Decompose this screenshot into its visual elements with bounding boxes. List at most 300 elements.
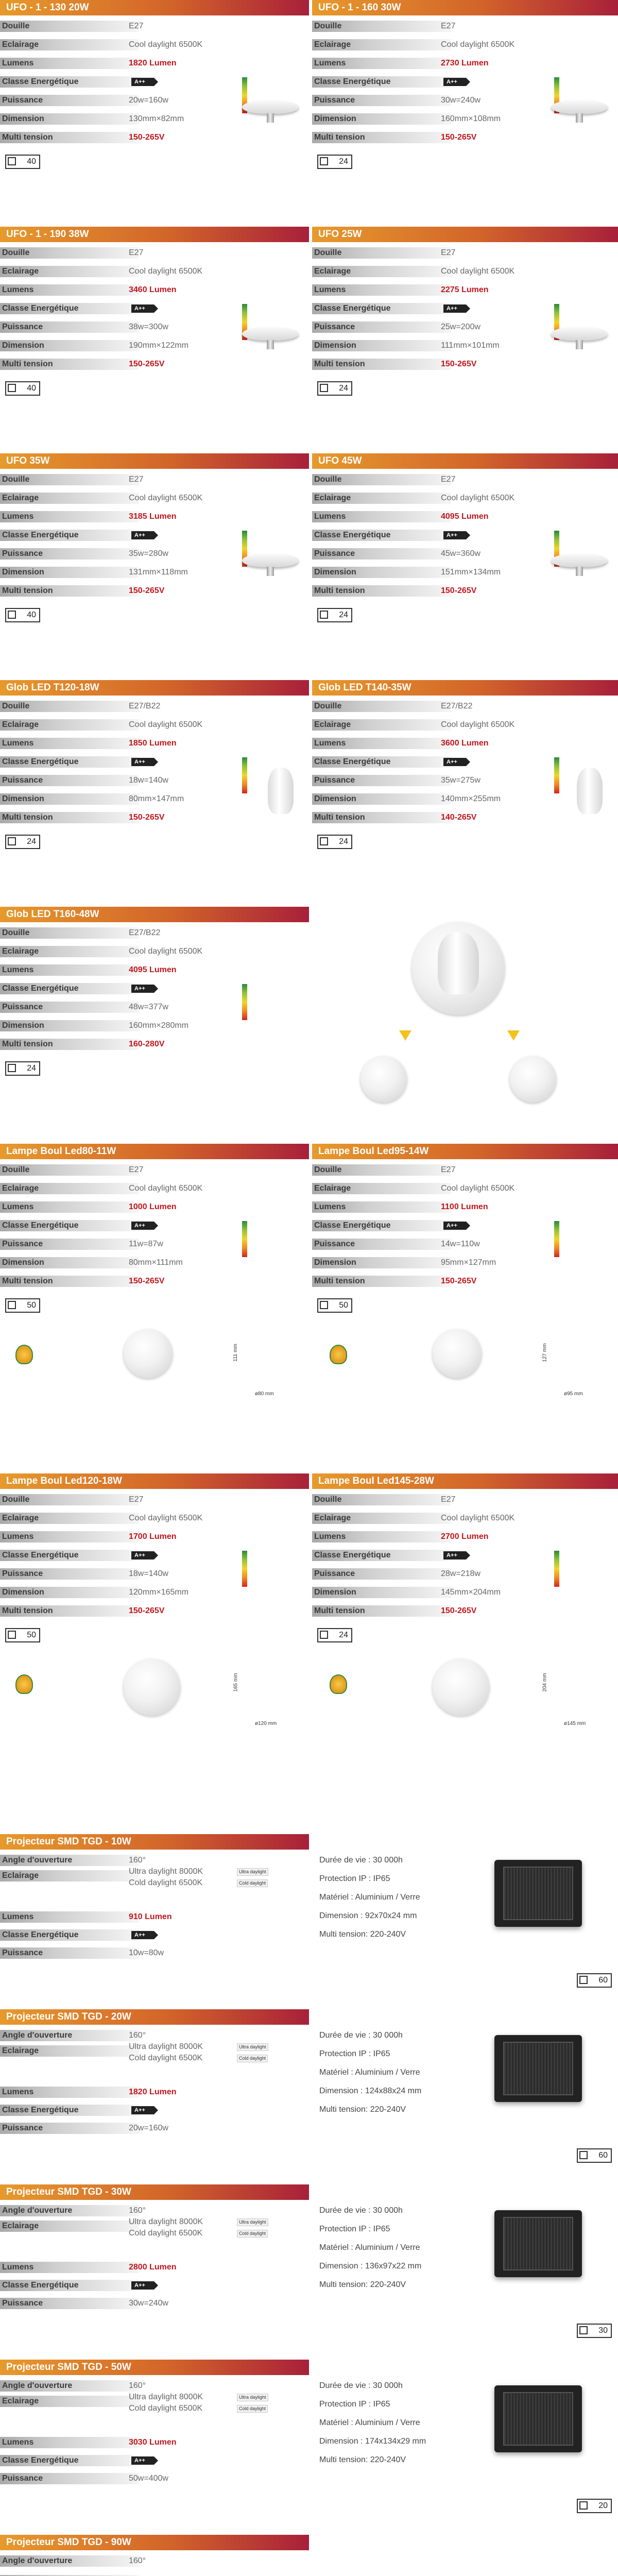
dimension-height: 127 mm: [542, 1343, 548, 1362]
quantity-value: 24: [27, 837, 36, 846]
energy-class-badge: A++: [131, 758, 154, 766]
product-title: Lampe Boul Led80-11W: [0, 1144, 309, 1159]
spec-label-dimension: Dimension: [0, 1257, 139, 1268]
box-icon: [320, 1631, 328, 1639]
spec-label-eclairage: Eclairage: [0, 946, 139, 957]
spec-label-puissance: Puissance: [0, 1947, 139, 1959]
box-icon: [8, 611, 16, 619]
lamp-base: [576, 567, 583, 576]
quantity-box: [577, 2324, 612, 2338]
energy-scale-bar: [242, 1551, 247, 1587]
energy-class-badge: A++: [443, 304, 466, 313]
energy-class-badge: A++: [131, 985, 154, 993]
spec-multi: Multi tension: 220-240V: [319, 1930, 406, 1939]
spec-label-classe: Classe Energétique: [312, 303, 451, 314]
spec-value-puissance: 35w=280w: [129, 549, 168, 558]
energy-scale-bar: [242, 1221, 247, 1257]
spec-multi: Multi tension: 220-240V: [319, 2105, 406, 2114]
energy-class-badge: A++: [131, 78, 154, 86]
spec-label-classe: Classe Energétique: [0, 303, 139, 314]
quantity-value: 30: [598, 2326, 608, 2335]
spec-label-lumens: Lumens: [0, 284, 139, 296]
box-icon: [579, 2501, 588, 2510]
spec-label-puissance: Puissance: [312, 1239, 451, 1250]
spec-value-lumens: 1850 Lumen: [129, 739, 177, 748]
energy-class-badge: A++: [131, 1222, 154, 1230]
product-title: UFO - 1 - 190 38W: [0, 227, 309, 242]
spec-label-multi: Multi tension: [0, 1039, 139, 1050]
spec-dim: Dimension : 174x134x29 mm: [319, 2437, 426, 2446]
yellow-arrow-icon: [507, 1030, 520, 1041]
spec-label-douille: Douille: [0, 247, 139, 259]
spec-label-lumens: Lumens: [312, 284, 451, 296]
spec-label-classe: Classe Energétique: [312, 76, 451, 88]
product-title: Lampe Boul Led95-14W: [312, 1144, 618, 1159]
spec-value-dimension: 95mm×127mm: [441, 1258, 496, 1267]
spec-value-lumens: 3600 Lumen: [441, 739, 489, 748]
spec-label-eclairage: Eclairage: [0, 266, 139, 277]
spec-label-eclairage: Eclairage: [0, 2045, 139, 2057]
box-icon: [579, 2326, 588, 2334]
quantity-box: [317, 155, 352, 169]
spec-label-puissance: Puissance: [0, 1002, 139, 1013]
quantity-box: [5, 381, 40, 396]
spec-label-multi: Multi tension: [0, 359, 139, 370]
spec-label-multi: Multi tension: [0, 812, 139, 823]
spec-value-eclairage: Cool daylight 6500K: [129, 720, 203, 729]
spec-duree: Durée de vie : 30 000h: [319, 2206, 403, 2215]
spec-label-classe: Classe Energétique: [0, 76, 139, 88]
spec-label-multi: Multi tension: [312, 359, 451, 370]
spec-dim: Dimension : 92x70x24 mm: [319, 1911, 417, 1920]
boule-lamp-image: [433, 1659, 489, 1716]
spec-label-puissance: Puissance: [0, 548, 139, 560]
spec-label-dimension: Dimension: [312, 1257, 451, 1268]
quantity-value: 24: [339, 611, 348, 619]
spec-label-lumens: Lumens: [312, 511, 451, 522]
energy-scale-bar: [554, 1551, 559, 1587]
box-icon: [320, 384, 328, 392]
ufo-lamp-image: [551, 100, 608, 114]
spec-label-lumens: Lumens: [0, 1911, 139, 1923]
energy-scale-bar: [554, 757, 559, 793]
product-title: Projecteur SMD TGD - 20W: [0, 2009, 309, 2025]
energy-class-badge: A++: [131, 2281, 154, 2290]
energy-class-badge: A++: [131, 531, 154, 539]
spec-label-eclairage: Eclairage: [0, 1513, 139, 1524]
spec-label-multi: Multi tension: [312, 585, 451, 597]
quantity-box: [577, 2148, 612, 2163]
spec-label-puissance: Puissance: [312, 1568, 451, 1580]
spec-value-multi: 150-265V: [129, 1277, 165, 1285]
spec-value-puissance: 28w=218w: [441, 1569, 480, 1578]
spec-label-multi: Multi tension: [312, 1605, 451, 1617]
spec-value-eclairage: Ultra daylight 8000K: [129, 1867, 203, 1876]
spec-label-puissance: Puissance: [312, 548, 451, 560]
quantity-value: 24: [339, 837, 348, 846]
dimension-width: ø145 mm: [564, 1721, 586, 1726]
spec-label-puissance: Puissance: [0, 1239, 139, 1250]
spec-value-lumens: 2800 Lumen: [129, 2263, 177, 2272]
spec-label-puissance: Puissance: [0, 321, 139, 333]
glob-lamp-small: [510, 1056, 556, 1103]
dimension-width: ø95 mm: [564, 1391, 583, 1397]
colour-tag: Ultra daylight: [237, 2394, 268, 2401]
spec-value-eclairage: Cold daylight 6500K: [129, 2404, 203, 2413]
colour-tag: Cold daylight: [237, 1879, 268, 1887]
spec-value-multi: 150-265V: [441, 586, 477, 595]
spec-label-classe: Classe Energétique: [0, 530, 139, 541]
projector-image: [494, 2035, 582, 2102]
spec-value-angle: 160°: [129, 2206, 146, 2215]
spec-label-multi: Multi tension: [0, 1605, 139, 1617]
spec-value-puissance: 30w=240w: [129, 2299, 168, 2308]
spec-value-puissance: 18w=140w: [129, 776, 168, 785]
spec-value-lumens: 2730 Lumen: [441, 59, 489, 67]
energy-class-badge: A++: [131, 1931, 154, 1939]
spec-label-classe: Classe Energétique: [0, 2455, 139, 2466]
spec-value-lumens: 4095 Lumen: [129, 965, 177, 974]
lamp-base: [576, 340, 583, 349]
spec-ip: Protection IP : IP65: [319, 2049, 390, 2058]
spec-label-lumens: Lumens: [0, 738, 139, 749]
spec-label-lumens: Lumens: [312, 58, 451, 69]
spec-value-eclairage: Cool daylight 6500K: [129, 267, 203, 276]
spec-label-puissance: Puissance: [312, 321, 451, 333]
spec-value-lumens: 1100 Lumen: [441, 1202, 488, 1211]
spec-value-dimension: 131mm×118mm: [129, 568, 188, 577]
spec-label-douille: Douille: [0, 927, 139, 939]
spec-value-multi: 150-265V: [129, 1606, 165, 1615]
spec-mat: Matériel : Aluminium / Verre: [319, 1893, 420, 1902]
spec-label-douille: Douille: [0, 474, 139, 485]
spec-duree: Durée de vie : 30 000h: [319, 1856, 403, 1865]
spec-value-puissance: 48w=377w: [129, 1003, 168, 1011]
spec-label-douille: Douille: [0, 21, 139, 32]
product-title: UFO 45W: [312, 453, 618, 469]
spec-multi: Multi tension: 220-240V: [319, 2455, 406, 2464]
dimension-height: 111 mm: [232, 1344, 238, 1362]
boule-lamp-image: [124, 1329, 173, 1378]
spec-value-eclairage: Cool daylight 6500K: [129, 40, 203, 49]
spec-label-angle: Angle d'ouverture: [0, 2380, 139, 2392]
spec-value-eclairage: Cold daylight 6500K: [129, 1878, 203, 1887]
spec-mat: Matériel : Aluminium / Verre: [319, 2418, 420, 2427]
dimension-height: 165 mm: [233, 1673, 239, 1692]
spec-ip: Protection IP : IP65: [319, 2225, 390, 2233]
spec-value-eclairage: Cool daylight 6500K: [129, 494, 203, 502]
spec-value-eclairage: Cool daylight 6500K: [129, 1514, 203, 1522]
guarantee-badge: [15, 1674, 33, 1694]
colour-tag: Ultra daylight: [237, 1868, 268, 1876]
spec-label-eclairage: Eclairage: [312, 719, 451, 731]
spec-value-eclairage: Cool daylight 6500K: [129, 1184, 203, 1193]
spec-value-multi: 140-265V: [441, 813, 477, 822]
lamp-base: [576, 113, 583, 123]
spec-label-classe: Classe Energétique: [0, 2105, 139, 2116]
spec-value-multi: 150-265V: [441, 360, 477, 368]
spec-value-dimension: 80mm×147mm: [129, 794, 184, 803]
boule-lamp-image: [433, 1329, 482, 1378]
energy-class-badge: A++: [443, 78, 466, 86]
ufo-lamp-image: [242, 327, 299, 341]
quantity-value: 20: [598, 2501, 608, 2510]
spec-label-eclairage: Eclairage: [0, 39, 139, 50]
spec-label-classe: Classe Energétique: [0, 756, 139, 768]
lamp-base: [267, 340, 274, 349]
product-title: Glob LED T160-48W: [0, 907, 309, 922]
spec-label-classe: Classe Energétique: [312, 530, 451, 541]
spec-label-puissance: Puissance: [0, 2123, 139, 2134]
projector-image: [494, 2210, 582, 2277]
colour-tag: Ultra daylight: [237, 2218, 268, 2226]
energy-class-badge: A++: [443, 1551, 466, 1560]
spec-label-eclairage: Eclairage: [0, 719, 139, 731]
box-icon: [8, 384, 16, 392]
spec-value-angle: 160°: [129, 2556, 146, 2565]
spec-value-lumens: 2275 Lumen: [441, 285, 489, 294]
box-icon: [320, 611, 328, 619]
box-icon: [320, 837, 328, 845]
spec-label-multi: Multi tension: [312, 812, 451, 823]
yellow-arrow-icon: [399, 1030, 411, 1041]
spec-label-lumens: Lumens: [0, 1201, 139, 1213]
spec-label-eclairage: Eclairage: [312, 39, 451, 50]
spec-label-lumens: Lumens: [0, 2262, 139, 2273]
spec-label-dimension: Dimension: [0, 793, 139, 805]
spec-label-lumens: Lumens: [0, 2437, 139, 2448]
guarantee-badge: [330, 1674, 347, 1694]
quantity-value: 24: [339, 384, 348, 393]
box-icon: [8, 837, 16, 845]
product-title: UFO 35W: [0, 453, 309, 469]
box-icon: [8, 1064, 16, 1072]
quantity-box: [317, 1298, 352, 1313]
spec-label-eclairage: Eclairage: [312, 493, 451, 504]
spec-value-puissance: 11w=87w: [129, 1240, 163, 1248]
spec-label-lumens: Lumens: [0, 964, 139, 976]
spec-value-angle: 160°: [129, 2031, 146, 2040]
glob-lamp-small: [360, 1056, 407, 1103]
spec-value-douille: E27/B22: [441, 702, 473, 710]
spec-label-angle: Angle d'ouverture: [0, 2205, 139, 2216]
spec-value-dimension: 160mm×108mm: [441, 114, 501, 123]
spec-value-dimension: 190mm×122mm: [129, 341, 189, 350]
quantity-box: [5, 1061, 40, 1076]
product-title: Glob LED T120-18W: [0, 680, 309, 696]
spec-value-douille: E27/B22: [129, 928, 161, 937]
spec-value-puissance: 38w=300w: [129, 323, 168, 331]
spec-label-classe: Classe Energétique: [0, 1550, 139, 1561]
guarantee-badge: [330, 1345, 347, 1364]
quantity-box: [317, 835, 352, 849]
spec-label-dimension: Dimension: [312, 340, 451, 351]
spec-label-eclairage: Eclairage: [0, 1870, 139, 1882]
spec-label-douille: Douille: [312, 1164, 451, 1176]
spec-value-dimension: 130mm×82mm: [129, 114, 184, 123]
spec-value-dimension: 145mm×204mm: [441, 1588, 501, 1597]
spec-label-dimension: Dimension: [0, 1020, 139, 1031]
spec-dim: Dimension : 136x97x22 mm: [319, 2262, 422, 2270]
quantity-box: [5, 155, 40, 169]
spec-value-puissance: 10w=80w: [129, 1948, 164, 1957]
product-title: Projecteur SMD TGD - 90W: [0, 2535, 309, 2550]
spec-value-dimension: 160mm×280mm: [129, 1021, 189, 1030]
spec-label-classe: Classe Energétique: [0, 1220, 139, 1231]
guarantee-badge: [15, 1345, 33, 1364]
boule-lamp-image: [124, 1659, 180, 1716]
energy-class-badge: A++: [443, 1222, 466, 1230]
spec-label-dimension: Dimension: [0, 340, 139, 351]
spec-value-puissance: 20w=160w: [129, 96, 168, 105]
energy-class-badge: A++: [131, 2456, 154, 2465]
spec-value-lumens: 2700 Lumen: [441, 1532, 489, 1541]
spec-label-lumens: Lumens: [312, 738, 451, 749]
spec-label-dimension: Dimension: [312, 793, 451, 805]
spec-value-douille: E27: [441, 248, 456, 257]
quantity-value: 60: [598, 1976, 608, 1985]
spec-label-lumens: Lumens: [0, 511, 139, 522]
quantity-value: 60: [598, 2151, 608, 2160]
spec-label-multi: Multi tension: [312, 1276, 451, 1287]
box-icon: [8, 1631, 16, 1639]
quantity-box: [5, 835, 40, 849]
spec-label-eclairage: Eclairage: [312, 1183, 451, 1194]
spec-value-multi: 150-265V: [129, 360, 165, 368]
spec-label-eclairage: Eclairage: [0, 2221, 139, 2232]
quantity-value: 24: [339, 157, 348, 166]
energy-scale-bar: [242, 757, 247, 793]
spec-value-dimension: 111mm×101mm: [441, 341, 500, 350]
spec-value-douille: E27: [129, 248, 144, 257]
spec-label-douille: Douille: [312, 474, 451, 485]
product-title: UFO - 1 - 160 30W: [312, 0, 618, 15]
spec-value-puissance: 50w=400w: [129, 2474, 168, 2483]
spec-label-douille: Douille: [0, 1494, 139, 1505]
quantity-box: [5, 1298, 40, 1313]
lamp-base: [267, 567, 274, 576]
spec-value-eclairage: Cool daylight 6500K: [441, 267, 515, 276]
projector-image: [494, 1860, 582, 1927]
spec-value-lumens: 4095 Lumen: [441, 512, 489, 521]
spec-value-lumens: 1820 Lumen: [129, 2088, 177, 2096]
quantity-value: 24: [27, 1064, 36, 1073]
spec-value-puissance: 14w=110w: [441, 1240, 480, 1248]
product-title: Projecteur SMD TGD - 50W: [0, 2360, 309, 2375]
spec-value-puissance: 30w=240w: [441, 96, 480, 105]
spec-value-douille: E27: [441, 1495, 456, 1504]
box-icon: [579, 1976, 588, 1984]
spec-value-multi: 160-280V: [129, 1040, 165, 1048]
spec-value-eclairage: Ultra daylight 8000K: [129, 2042, 203, 2051]
spec-label-angle: Angle d'ouverture: [0, 2555, 139, 2567]
spec-mat: Matériel : Aluminium / Verre: [319, 2243, 420, 2252]
spec-value-eclairage: Ultra daylight 8000K: [129, 2393, 203, 2401]
quantity-box: [5, 1628, 40, 1642]
spec-value-lumens: 1700 Lumen: [129, 1532, 177, 1541]
spec-label-puissance: Puissance: [0, 95, 139, 106]
spec-value-douille: E27: [441, 1165, 456, 1174]
spec-label-classe: Classe Energétique: [0, 2280, 139, 2291]
spec-label-puissance: Puissance: [312, 95, 451, 106]
box-icon: [8, 1301, 16, 1309]
spec-label-dimension: Dimension: [312, 113, 451, 125]
spec-value-multi: 150-265V: [441, 1277, 477, 1285]
spec-value-angle: 160°: [129, 1856, 146, 1865]
spec-label-dimension: Dimension: [0, 113, 139, 125]
product-title: Projecteur SMD TGD - 10W: [0, 1834, 309, 1850]
spec-label-douille: Douille: [0, 701, 139, 712]
spec-label-lumens: Lumens: [0, 58, 139, 69]
spec-value-multi: 150-265V: [441, 133, 477, 142]
dimension-width: ø120 mm: [255, 1721, 277, 1726]
spec-value-puissance: 20w=160w: [129, 2124, 168, 2132]
spec-label-angle: Angle d'ouverture: [0, 1855, 139, 1866]
spec-value-puissance: 35w=275w: [441, 776, 480, 785]
spec-value-eclairage: Cool daylight 6500K: [441, 40, 515, 49]
quantity-value: 40: [27, 384, 36, 393]
spec-value-lumens: 3030 Lumen: [129, 2438, 177, 2447]
spec-value-eclairage: Ultra daylight 8000K: [129, 2217, 203, 2226]
spec-label-multi: Multi tension: [0, 1276, 139, 1287]
quantity-box: [577, 1973, 612, 1988]
spec-label-douille: Douille: [312, 1494, 451, 1505]
quantity-value: 40: [27, 611, 36, 619]
spec-label-puissance: Puissance: [0, 2298, 139, 2309]
ufo-lamp-image: [242, 554, 299, 567]
spec-value-lumens: 3460 Lumen: [129, 285, 177, 294]
spec-value-multi: 150-265V: [441, 1606, 477, 1615]
ufo-lamp-image: [242, 100, 299, 114]
spec-value-puissance: 18w=140w: [129, 1569, 168, 1578]
spec-label-puissance: Puissance: [0, 775, 139, 786]
spec-value-douille: E27: [129, 22, 144, 30]
energy-class-badge: A++: [131, 2106, 154, 2114]
quantity-value: 50: [27, 1631, 36, 1639]
colour-tag: Cold daylight: [237, 2230, 268, 2238]
spec-label-multi: Multi tension: [312, 132, 451, 143]
spec-ip: Protection IP : IP65: [319, 2400, 390, 2409]
spec-label-eclairage: Eclairage: [0, 2396, 139, 2407]
product-title: UFO - 1 - 130 20W: [0, 0, 309, 15]
spec-label-eclairage: Eclairage: [0, 493, 139, 504]
spec-label-classe: Classe Energétique: [0, 1929, 139, 1941]
spec-value-douille: E27: [441, 475, 456, 484]
quantity-value: 24: [339, 1631, 348, 1639]
product-title: Lampe Boul Led120-18W: [0, 1473, 309, 1489]
spec-label-eclairage: Eclairage: [312, 1513, 451, 1524]
spec-label-dimension: Dimension: [312, 1587, 451, 1598]
quantity-value: 50: [339, 1301, 348, 1310]
spec-value-eclairage: Cool daylight 6500K: [441, 1514, 515, 1522]
spec-label-douille: Douille: [312, 701, 451, 712]
spec-value-eclairage: Cool daylight 6500K: [441, 720, 515, 729]
spec-value-dimension: 140mm×255mm: [441, 794, 501, 803]
spec-mat: Matériel : Aluminium / Verre: [319, 2068, 420, 2077]
spec-value-douille: E27: [129, 475, 144, 484]
spec-value-multi: 150-265V: [129, 586, 165, 595]
product-title: Projecteur SMD TGD - 30W: [0, 2184, 309, 2200]
dimension-height: 204 mm: [542, 1673, 548, 1692]
spec-value-dimension: 80mm×111mm: [129, 1258, 183, 1267]
quantity-box: [317, 608, 352, 622]
lamp-base: [267, 113, 274, 123]
spec-label-classe: Classe Energétique: [312, 1220, 451, 1231]
energy-class-badge: A++: [131, 304, 154, 313]
quantity-value: 40: [27, 157, 36, 166]
spec-value-eclairage: Cool daylight 6500K: [441, 1184, 515, 1193]
colour-tag: Ultra daylight: [237, 2043, 268, 2051]
